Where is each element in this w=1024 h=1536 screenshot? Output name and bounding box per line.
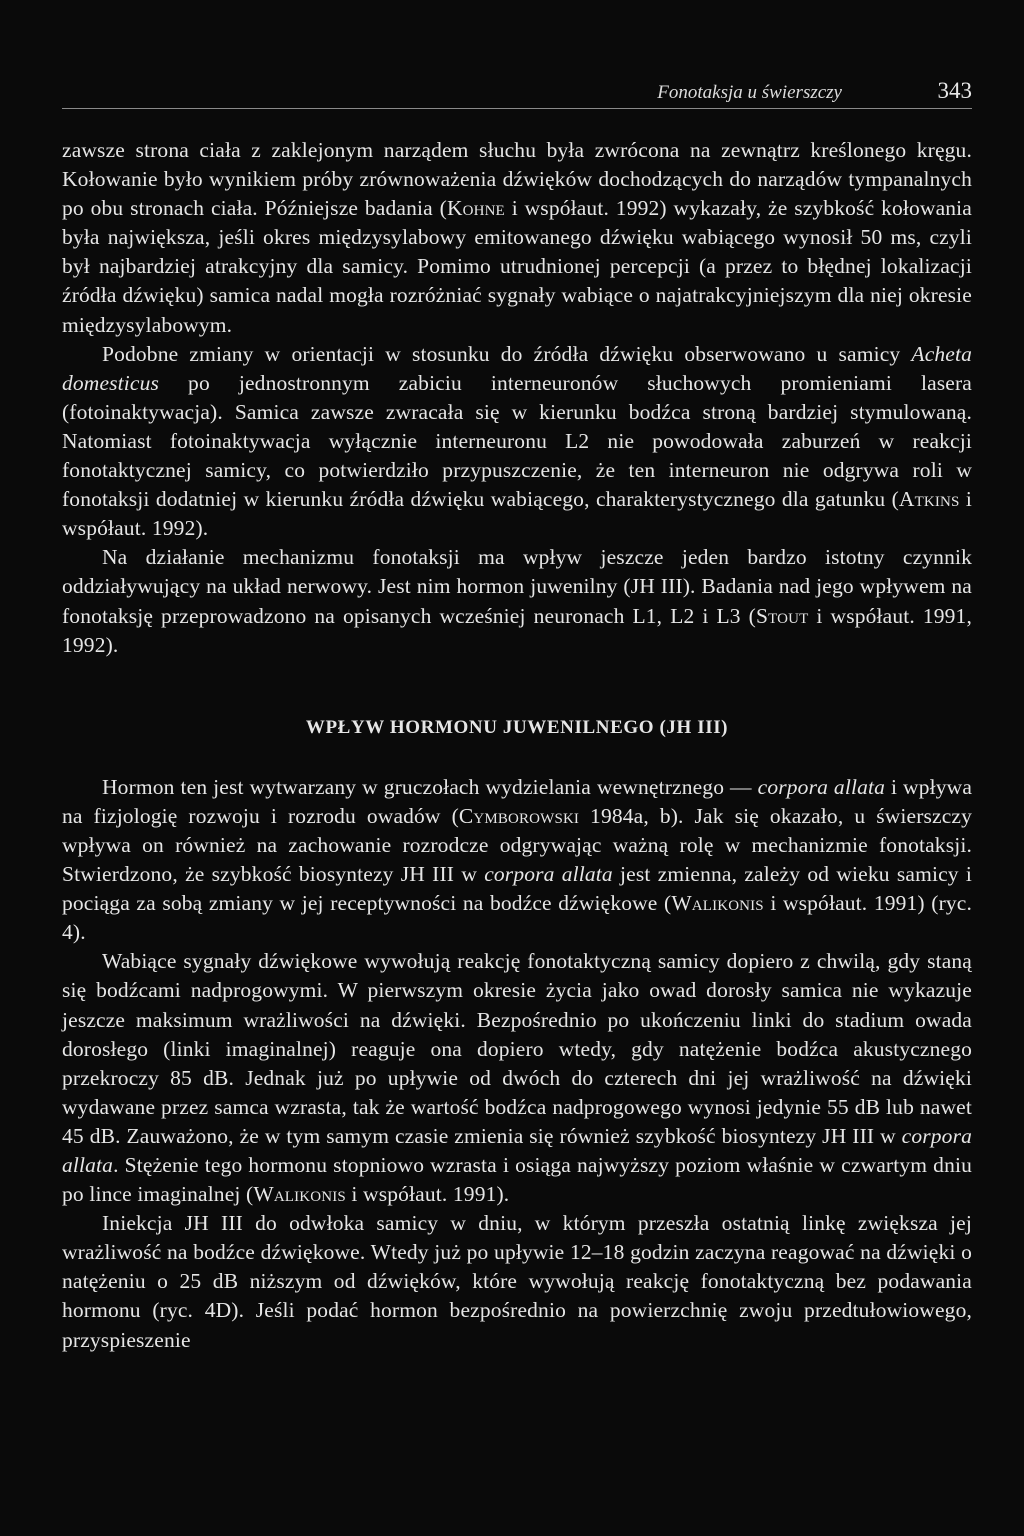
text-run: Wabiące sygnały dźwiękowe wywołują reakcję fonotaktyczną samicy dopiero z chwilą, gdy staną się bodźcami nadprogowymi. W pierwszym okresie życia jako owad dorosły samica nie wykazuje jeszcze maksimum wrażliwości na dźwięki. Bezpośrednio po ukończeniu linki do stadium owada dorosłego (linki imaginalnej) reaguje ona dopiero wtedy, gdy natężenie bodźca akustycznego przekroczy 85 dB. Jednak już po upływie od dwóch do czterech dni jej wrażliwość na dźwięki wydawane przez samca wzrasta, tak że wartość bodźca nadprogowego wynosi jedynie 55 dB lub nawet 45 dB. Zauważono, że w tym samym czasie zmienia się również szybkość biosyntezy JH III w (62, 949, 972, 1148)
paragraphs-after-section (62, 773, 972, 1355)
italic-term: corpora allata (757, 774, 886, 799)
header-rule (62, 108, 972, 109)
text-run: Podobne zmiany w orientacji w stosunku do źródła dźwięku obserwowano u samicy (102, 341, 912, 366)
author-name: Stout (755, 603, 809, 628)
page-number: 343 (937, 78, 972, 103)
text-run: . Stężenie tego hormonu stopniowo wzrasta i osiąga najwyższy poziom właśnie w czwartym dniu po lince imaginalnej ( (62, 1153, 972, 1207)
text-run: i współaut. 1991, 1992). (62, 603, 972, 657)
text-run: 1984a, b). Jak się okazało, u świerszczy wpływa on również na zachowanie rozrodcze odgrywając ważną rolę w mechanizmie fonotaksji. Stwierdzono, że szybkość biosyntezy JH III w (62, 803, 973, 887)
text-run: i wpływa na fizjologię rozwoju i rozrodu owadów ( (62, 774, 973, 828)
author-name: Walikonis (671, 891, 764, 916)
paragraph-p2 (62, 340, 972, 544)
running-title: Fonotaksja u świerszczy (657, 82, 842, 103)
text-run: i współaut. 1991) (ryc. 4). (62, 891, 972, 945)
text-run: po jednostronnym zabiciu interneuronów słuchowych promieniami lasera (fotoinaktywacja). Samica zawsze zwracała się w kierunku bodźca stroną bardziej stymulowaną. Natomiast fotoinaktywacja wyłącznie interneuronu L2 nie powodowała zaburzeń w reakcji fonotaktycznej samicy, co potwierdziło przypuszczenie, że ten interneuron nie odgrywa roli w fonotaksji dodatniej w kierunku źródła dźwięku wabiącego, charakterystycznego dla gatunku ( (62, 370, 972, 512)
paragraph-p1 (62, 136, 972, 340)
italic-term: corpora allata (62, 1123, 972, 1177)
text-run: zawsze strona ciała z zaklejonym narządem słuchu była zwrócona na zewnątrz kreślonego kręgu. Kołowanie było wynikiem próby zrównoważenia dźwięków dochodzących do narządów tympanalnych po obu stronach ciała. Późniejsze badania ( (62, 138, 972, 221)
paragraphs-before-section (62, 136, 972, 660)
author-name: Kohne (446, 196, 505, 221)
paragraph-p3 (62, 543, 972, 659)
author-name: Atkins (898, 487, 960, 512)
paragraph-p4 (62, 773, 972, 948)
text-run: i współaut. 1991). (345, 1182, 510, 1207)
text-run: Na działanie mechanizmu fonotaksji ma wpływ jeszcze jeden bardzo istotny czynnik oddziaływujący na układ nerwowy. Jest nim hormon juwenilny (JH III). Badania nad jego wpływem na fonotaksję przeprowadzono na opisanych wcześniej neuronach L1, L2 i L3 ( (62, 545, 972, 628)
text-run: i współaut. 1992) wykazały, że szybkość kołowania była największa, jeśli okres międzysylabowy emitowanego dźwięku wabiącego wynosił 50 ms, czyli był najbardziej atrakcyjny dla samicy. Pomimo utrudnionej percepcji (a przez to błędnej lokalizacji źródła dźwięku) samica nadal mogła rozróżniać sygnały wabiące o najatrakcyjniejszym dla niej okresie międzysylabowym. (62, 196, 972, 337)
text-run: jest zmienna, zależy od wieku samicy i pociąga za sobą zmiany w jej receptywności na bodźce dźwiękowe ( (62, 862, 973, 916)
italic-term: corpora allata (484, 862, 613, 887)
author-name: Cymborowski (458, 803, 580, 828)
paragraph-p5 (62, 947, 972, 1209)
italic-term: Acheta domesticus (62, 341, 972, 395)
paragraph-p6 (62, 1209, 972, 1354)
section-heading: WPŁYW HORMONU JUWENILNEGO (JH III) (305, 716, 729, 738)
author-name: Walikonis (253, 1182, 346, 1207)
running-header (62, 76, 972, 110)
body-text (62, 136, 972, 1355)
text-run: Iniekcja JH III do odwłoka samicy w dniu, w którym przeszła ostatnią linkę zwiększa jej wrażliwość na bodźce dźwiękowe. Wtedy już po upływie 12–18 godzin zaczyna reagować na dźwięki o natężeniu o 25 dB niższym od dźwięków, które wywołują reakcję fonotaktyczną bez podawania hormonu (ryc. 4D). Jeśli podać hormon bezpośrednio na powierzchnię zwoju przedtułowiowego, przyspieszenie (62, 1211, 972, 1352)
text-run: Hormon ten jest wytwarzany w gruczołach wydzielania wewnętrznego — (102, 774, 758, 799)
text-run: i współaut. 1992). (62, 487, 972, 541)
